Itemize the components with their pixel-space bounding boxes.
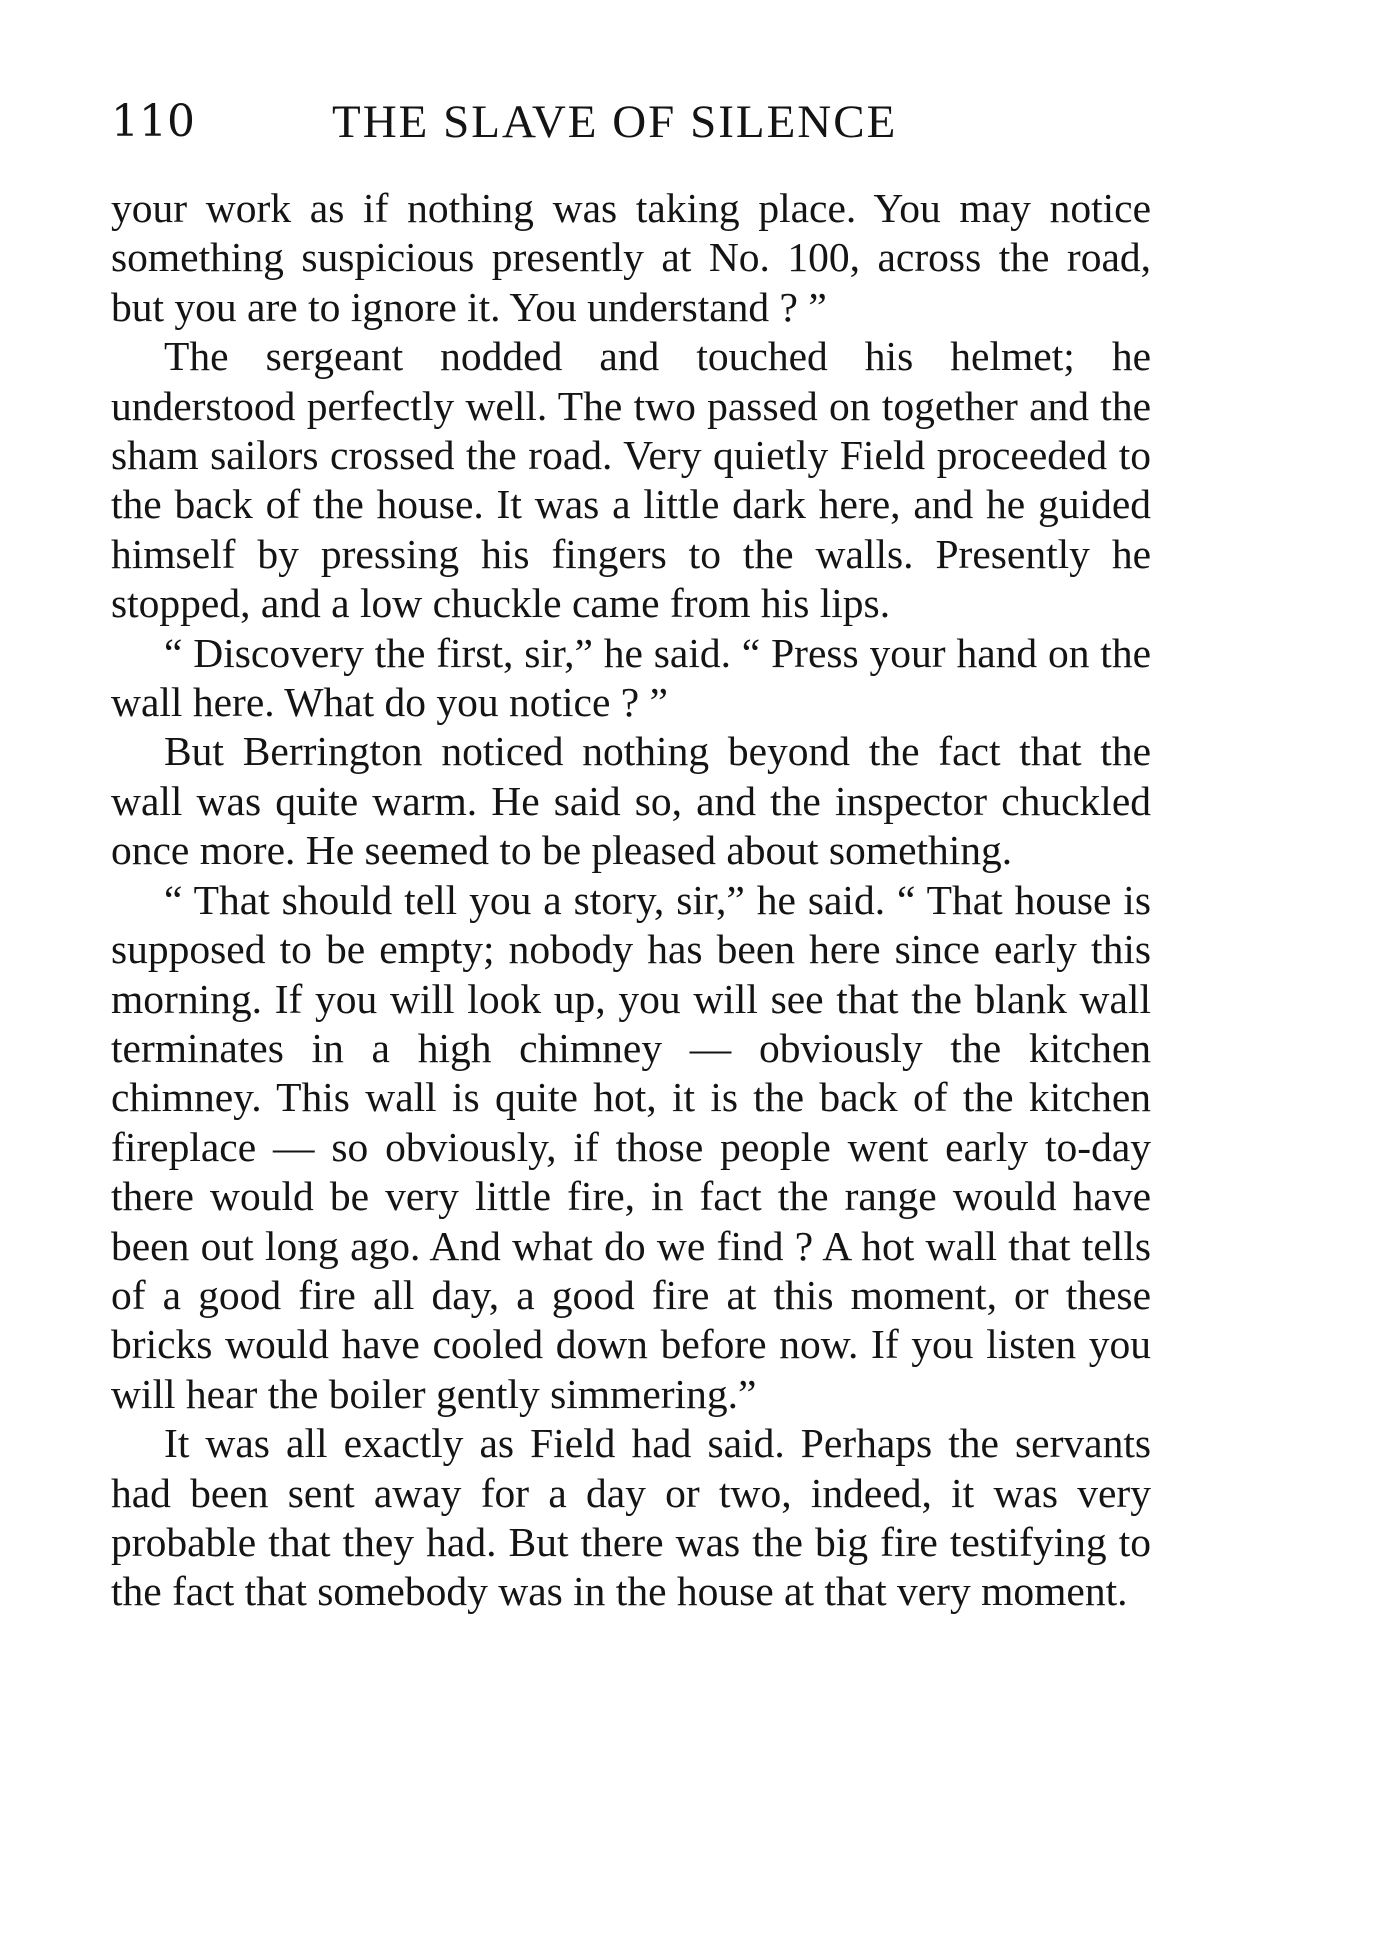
running-title: THE SLAVE OF SILENCE (332, 96, 898, 148)
body-text (111, 184, 1151, 1617)
paragraph-6: It was all exactly as Field had said. Perhaps the servants had been sent away for a day or two, indeed, it was very probable that they had. But there was the big fire testifying to the fact that somebody was in the house at that very moment. (111, 1420, 1151, 1615)
page-number: 110 (111, 96, 195, 147)
paragraph-5: “ That should tell you a story, sir,” he said. “ That house is supposed to be empty; nobody has been here since early this morning. If you will look up, you will see that the blank wall terminates in a high chimney — obviously the kitchen chimney. This wall is quite hot, it is the back of the kitchen fireplace — so obviously, if those people went early to-day there would be very little fire, in fact the range would have been out long ago. And what do we find ? A hot wall that tells of a good fire all day, a good fire at this moment, or these bricks would have cooled down before now. If you listen you will hear the boiler gently simmering.” (111, 876, 1151, 1417)
paragraph-4: But Berrington noticed nothing beyond the fact that the wall was quite warm. He said so, and the inspector chuckled once more. He seemed to be pleased about something. (111, 728, 1151, 874)
paragraph-1: your work as if nothing was taking place. You may notice something suspicious presently at No. 100, across the road, but you are to ignore it. You understand ? ” (111, 185, 1151, 330)
paragraph-2: The sergeant nodded and touched his helmet; he understood perfectly well. The two passed on together and the sham sailors crossed the road. Very quietly Field proceeded to the back of the house. It was a little dark here, and he guided himself by pressing his fingers to the walls. Presently he stopped, and a low chuckle came from his lips. (111, 333, 1151, 627)
page-header (111, 92, 1151, 152)
paragraph-3: “ Discovery the first, sir,” he said. “ Press your hand on the wall here. What do you notice ? ” (111, 629, 1151, 726)
